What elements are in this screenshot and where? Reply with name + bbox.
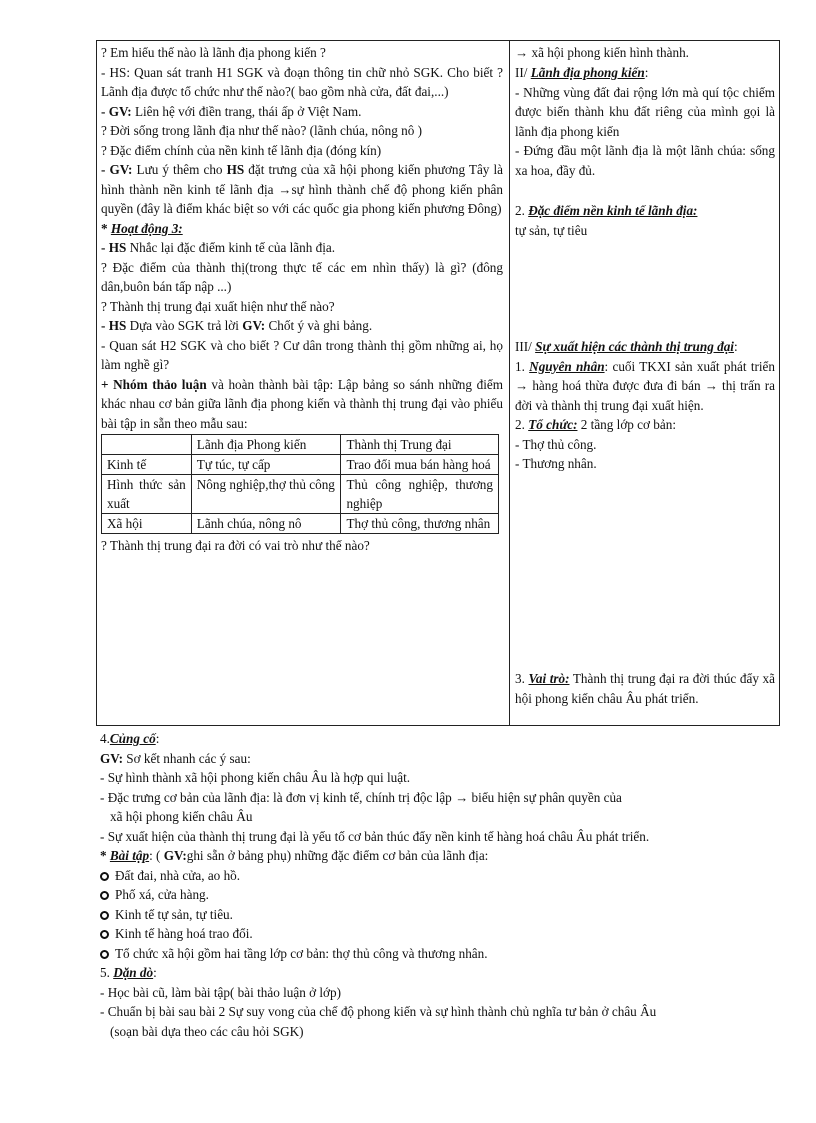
question-1: ? Em hiểu thế nào là lãnh địa phong kiến ? <box>101 45 326 60</box>
circle-bullet-icon <box>100 891 109 900</box>
section-2b: 2. Đặc điểm nền kinh tế lãnh địa: tự sản, tự tiêu <box>515 201 775 240</box>
homework-item-cont: (soạn bài dựa theo các câu hỏi SGK) <box>110 1023 304 1039</box>
lesson-table <box>96 40 780 726</box>
gv-note-1: - GV: Liên hệ với điền trang, thái ấp ở Việt Nam. <box>101 103 362 119</box>
section-2: II/ Lãnh địa phong kiến: - Những vùng đất đai rộng lớn mà quí tộc chiếm được biến thành khu đất riêng của mình gọi là lãnh địa phong kiến - Đứng đầu một lãnh địa là một lãnh chúa: sống xa hoa, đầy đủ. <box>515 65 775 178</box>
group-discussion: + Nhóm thảo luận và hoàn thành bài tập: Lập bảng so sánh những điểm khác nhau cơ bản giữa lãnh địa phong kiến và thành thị trung đại vào phiếu bài tập in sẵn theo mẫu sau: <box>101 376 503 431</box>
comparison-table <box>101 434 499 534</box>
table-cell: Nông nghiệp,thợ thủ công <box>191 475 341 514</box>
circle-bullet-icon <box>100 950 109 959</box>
gv-summary: GV: Sơ kết nhanh các ý sau: <box>100 750 251 766</box>
gv-note-2: - GV: Lưu ý thêm cho HS đặt trưng của xã hội phong kiến phương Tây là hình thành nền kinh tế lãnh địa →sự hình thành chế độ phong kiến phân quyền (đây là điểm khác biệt so với các quốc gia phong kiến phương Đông) <box>101 162 503 216</box>
table-cell: Trao đổi mua bán hàng hoá <box>341 455 499 475</box>
table-cell: Thợ thủ công, thương nhân <box>341 514 499 534</box>
summary-point-cont: xã hội phong kiến châu Âu <box>110 809 253 824</box>
exercise-option: Phố xá, cửa hàng. <box>100 885 780 905</box>
table-cell: Hình thức sản xuất <box>102 475 192 514</box>
exercise-option: Kinh tế hàng hoá trao đổi. <box>100 924 780 944</box>
table-cell: Xã hội <box>102 514 192 534</box>
circle-bullet-icon <box>100 872 109 881</box>
table-row <box>102 455 499 475</box>
consolidation-section <box>100 729 780 1041</box>
question-2: ? Đời sống trong lãnh địa như thế nào? (lãnh chúa, nông nô ) <box>101 123 423 138</box>
summary-point: - Sự hình thành xã hội phong kiến châu Âu là hợp qui luật. <box>100 770 411 785</box>
summary-point: - Đặc trưng cơ bản của lãnh địa: là đơn vị kinh tế, chính trị độc lập → biểu hiện sự phân quyền của <box>100 789 622 805</box>
section-3: III/ Sự xuất hiện các thành thị trung đại: 1. Nguyên nhân: cuối TKXI sản xuất phát triển → hàng hoá thừa được đưa đi bán → thị trấn ra đời và thành thị trung đại xuất hiện. 2. Tổ chức: 2 tầng lớp cơ bản: - Thợ thủ công. - Thương nhân. <box>515 339 776 471</box>
table-row <box>102 514 499 534</box>
section-4-heading: 4.Củng cố: <box>100 731 160 746</box>
section-2b-heading: 2. Đặc điểm nền kinh tế lãnh địa: <box>515 203 698 218</box>
question-3: ? Đặc điểm chính của nền kinh tế lãnh địa (đóng kín) <box>101 142 382 158</box>
table-cell: Thủ công nghiệp, thương nghiệp <box>341 475 499 514</box>
table-cell: Tự túc, tự cấp <box>191 455 341 475</box>
homework-item: - Học bài cũ, làm bài tập( bài thảo luận ở lớp) <box>100 984 341 1000</box>
exercise-option: Đất đai, nhà cửa, ao hồ. <box>100 866 780 886</box>
role-item: 3. Vai trò: Thành thị trung đại ra đời thúc đẩy xã hội phong kiến châu Âu phát triển. <box>515 671 775 706</box>
circle-bullet-icon <box>100 930 109 939</box>
question-4: ? Đặc điểm của thành thị(trong thực tế các em nhìn thấy) là gì? (đông dân,buôn bán tấp nập ...) <box>101 259 503 294</box>
section-2-heading: II/ Lãnh địa phong kiến: <box>515 65 649 80</box>
hs-instruction-3: - HS Dựa vào SGK trả lời GV: Chốt ý và ghi bảng. <box>101 318 373 333</box>
table-header-cell: Thành thị Trung đại <box>341 435 499 455</box>
table-header-cell <box>102 435 192 455</box>
cause-item: 1. Nguyên nhân: cuối TKXI sản xuất phát triển → hàng hoá thừa được đưa đi bán → thị trấn ra đời và thành thị trung đại xuất hiện. <box>515 358 776 413</box>
question-5: ? Thành thị trung đại xuất hiện như thế nào? <box>101 298 335 314</box>
section-5-heading: 5. Dặn dò: <box>100 965 157 980</box>
column-divider <box>509 41 510 725</box>
section-1-end: → xã hội phong kiến hình thành. <box>515 45 689 60</box>
question-7: ? Thành thị trung đại ra đời có vai trò như thế nào? <box>101 538 370 553</box>
table-header-cell: Lãnh địa Phong kiến <box>191 435 341 455</box>
hs-instruction-2: - HS Nhắc lại đặc điểm kinh tế của lãnh địa. <box>101 240 336 255</box>
homework-item: - Chuẩn bị bài sau bài 2 Sự suy vong của chế độ phong kiến và sự hình thành chủ nghĩa tư bản ở châu Âu <box>100 1004 657 1019</box>
table-header-row <box>102 435 499 455</box>
organization-item: 2. Tổ chức: 2 tầng lớp cơ bản: <box>515 417 677 432</box>
table-cell: Kinh tế <box>102 455 192 475</box>
section-3-heading: III/ Sự xuất hiện các thành thị trung đại: <box>515 339 738 354</box>
exercise-option: Tổ chức xã hội gồm hai tầng lớp cơ bản: thợ thủ công và thương nhân. <box>100 944 780 964</box>
activity-3-heading: * Hoạt động 3: <box>101 220 183 236</box>
table-row <box>102 475 499 514</box>
hs-instruction-1: - HS: Quan sát tranh H1 SGK và đoạn thông tin chữ nhỏ SGK. Cho biết ? Lãnh địa được tổ chức như thế nào?( bao gồm nhà cửa, đất đai,...) <box>101 64 503 99</box>
circle-bullet-icon <box>100 911 109 920</box>
question-6: - Quan sát H2 SGK và cho biết ? Cư dân trong thành thị gồm những ai, họ làm nghề gì? <box>101 337 503 372</box>
summary-point: - Sự xuất hiện của thành thị trung đại là yếu tố cơ bản thúc đẩy nền kinh tế hàng hoá châu Âu phát triển. <box>100 828 650 844</box>
table-cell: Lãnh chúa, nông nô <box>191 514 341 534</box>
exercise-option: Kinh tế tự sản, tự tiêu. <box>100 905 780 925</box>
activities-column <box>101 43 503 556</box>
exercise-heading: * Bài tập: ( GV:ghi sẵn ở bảng phụ) những đặc điểm cơ bản của lãnh địa: <box>100 848 489 863</box>
